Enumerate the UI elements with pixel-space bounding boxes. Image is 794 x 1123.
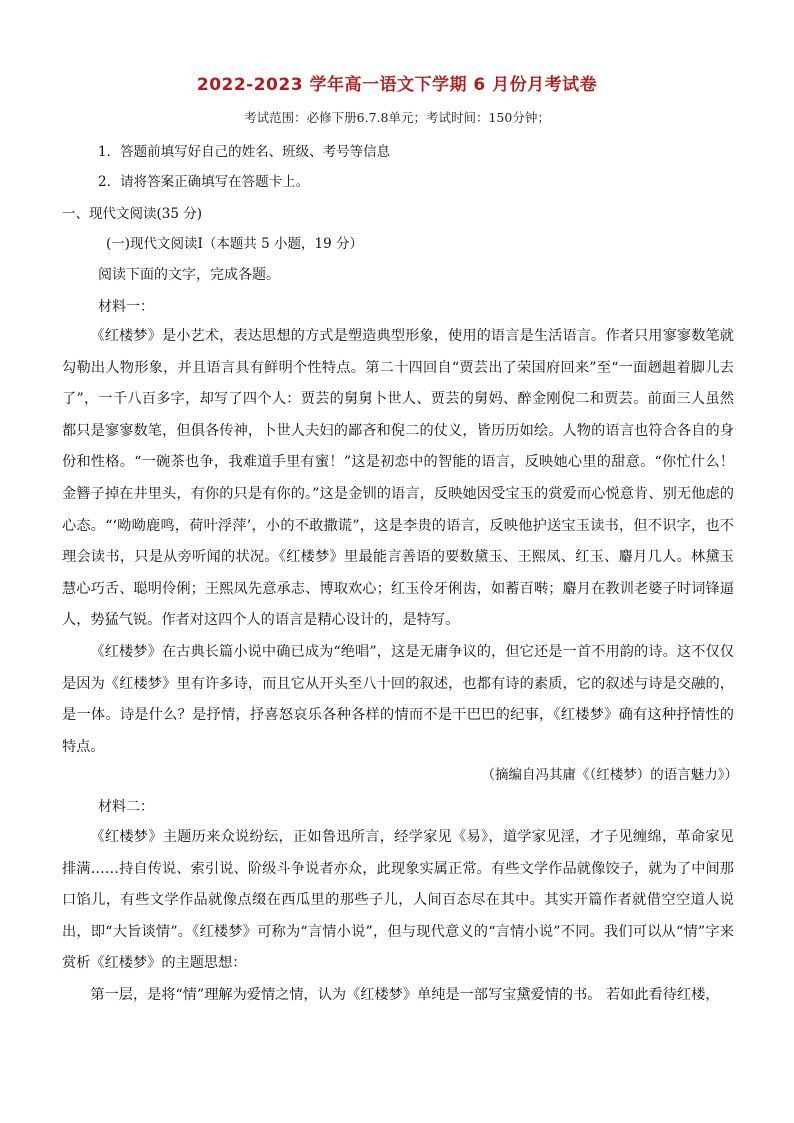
material1-paragraph: 《红楼梦》在古典长篇小说中确已成为“绝唱”，这是无庸争议的，但它还是一首不用韵的诗。这不仅仅是因为《红楼梦》里有许多诗，而且它从开头至八十回的叙述，也都有诗的素质，它的叙述与诗是交融的，是一体。诗是什么？是抒情，抒喜怒哀乐各种各样的情而不是干巴巴的纪事，《红楼梦》确有这种抒情性的特点。 xyxy=(62,643,734,755)
instruction-2: 2．请将答案正确填写在答题卡上。 xyxy=(98,174,310,190)
material1-paragraph: 《红楼梦》是小艺术，表达思想的方式是塑造典型形象，使用的语言是生活语言。作者只用寥寥数笔就勾勒出人物形象，并且语言具有鲜明个性特点。第二十四回自“贾芸出了荣国府回来”至“一面趔趄着脚儿去了”，一千八百多字，却写了四个人：贾芸的舅舅卜世人、贾芸的舅妈、醉金刚倪二和贾芸。前面三人虽然都只是寥寥数笔，但俱各传神，卜世人夫妇的鄙吝和倪二的仗义，皆历历如绘。人物的语言也符合各自的身份和性格。“一碗茶也争，我难道手里有蜜！”这是初恋中的智能的语言，反映她心里的甜意。“你忙什么！金簪子掉在井里头，有你的只是有你的。”这是金钏的语言，反映她因受宝玉的赏爱而心悦意肯、别无他虑的心态。“‘呦呦鹿鸣，荷叶浮萍’，小的不敢撒谎”，这是李贵的语言，反映他护送宝玉读书，但不识字，也不理会读书，只是从旁听闻的状况。《红楼梦》里最能言善语的要数黛玉、王熙凤、红玉、麝月几人。林黛玉慧心巧舌、聪明伶俐；王熙凤先意承志、博取欢心；红玉伶牙俐齿，如蓄百啭；麝月在教训老婆子时词锋逼人，势猛气锐。作者对这四个人的语言是精心设计的，是特写。 xyxy=(62,328,734,629)
reading-prompt: 阅读下面的文字，完成各题。 xyxy=(98,267,280,283)
instruction-1: 1．答题前填写好自己的姓名、班级、考号等信息 xyxy=(98,144,391,160)
material2-paragraph: 《红楼梦》主题历来众说纷纭，正如鲁迅所言，经学家见《易》，道学家见淫，才子见缠绵，革命家见排满……持自传说、索引说、阶级斗争说者亦众，此现象实属正常。有些文学作品就像饺子，就为了中间那口馅儿，有些文学作品就像点缀在西瓜里的那些子儿，人间百态尽在其中。其实开篇作者就借空空道人说出，即“大旨谈情”。《红楼梦》可称为“言情小说”，但与现代意义的“言情小说”不同。我们可以从“情”字来赏析《红楼梦》的主题思想： xyxy=(62,829,734,972)
material2-paragraph: 第一层，是将“情”理解为爱情之情，认为《红楼梦》单纯是一部写宝黛爱情的书。 若如此看待红楼， xyxy=(90,986,720,1003)
material1-body xyxy=(62,321,734,763)
exam-scope: 考试范围：必修下册6.7.8单元；考试时间：150分钟； xyxy=(244,110,550,125)
page-title: 2022-2023 学年高一语文下学期 6 月份月考试卷 xyxy=(196,75,598,95)
material2-label: 材料二： xyxy=(98,799,154,815)
section-heading: 一、现代文阅读(35 分) xyxy=(62,206,203,222)
subsection-heading: (一)现代文阅读Ⅰ（本题共 5 小题，19 分） xyxy=(106,236,364,252)
material2-body xyxy=(62,822,734,1012)
material1-label: 材料一： xyxy=(98,299,154,315)
material1-source: （摘编自冯其庸《（红楼梦）的语言魅力》） xyxy=(481,767,738,783)
